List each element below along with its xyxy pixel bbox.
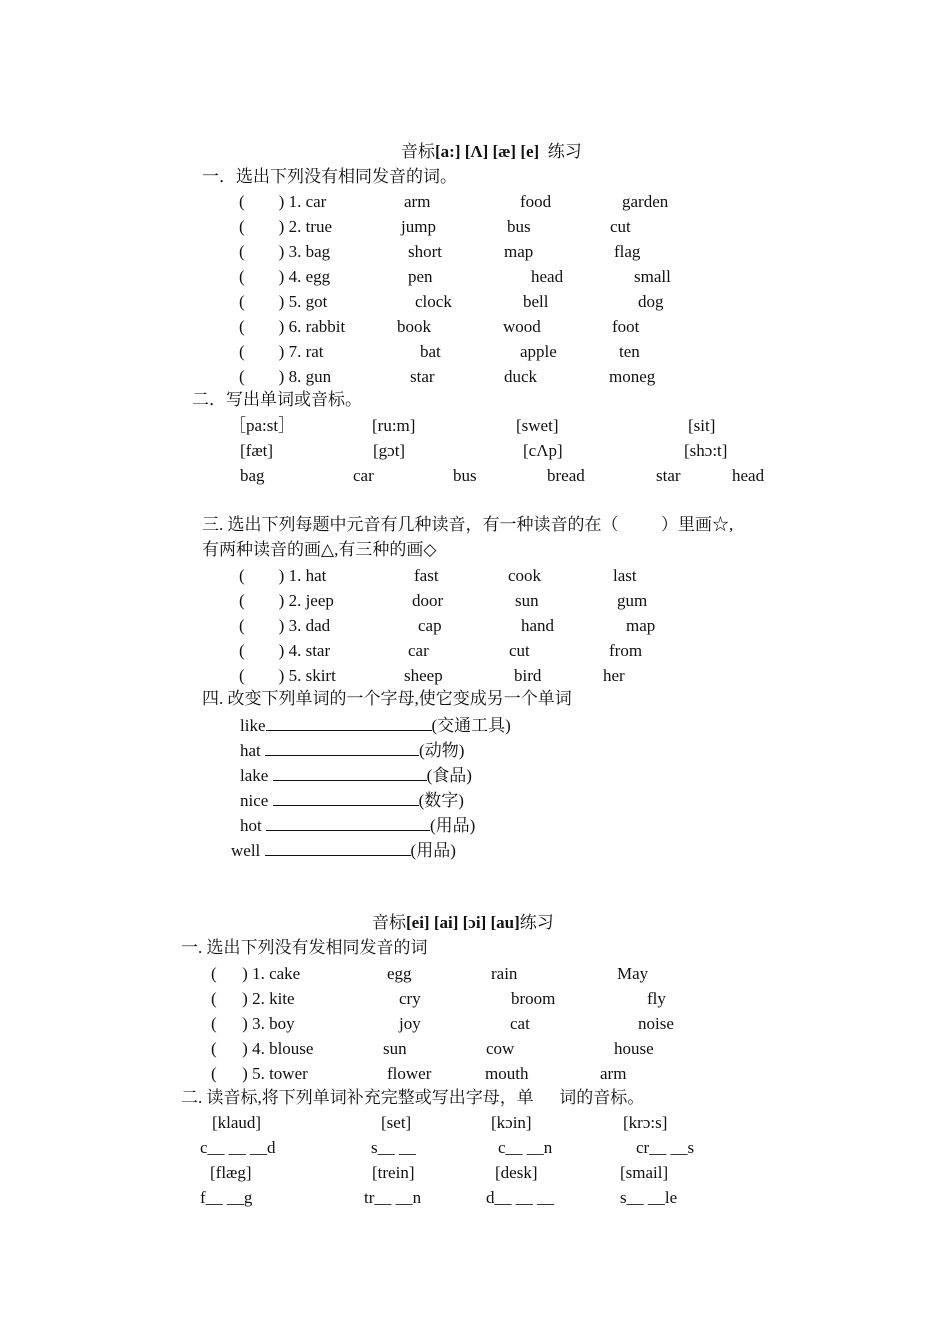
- s1-p3-item5-word: sheep: [404, 666, 443, 685]
- s2-p2-fill: s__ __: [371, 1138, 416, 1157]
- s2-p2-phonetic: [klaud]: [212, 1113, 262, 1132]
- s2-p1-item5-word: flower: [387, 1064, 432, 1083]
- s1-p3-item5-label: ( ) 5. skirt: [239, 666, 336, 685]
- answer-blank[interactable]: [266, 815, 430, 831]
- s1-p4-row: [240, 715, 511, 736]
- s1-p4-row: [231, 840, 456, 861]
- s1-p1-item4-word: small: [634, 267, 671, 286]
- p4-word: well: [231, 841, 265, 860]
- s1-p1-item7-word: bat: [420, 342, 441, 361]
- p4-hint: (用品): [429, 816, 476, 835]
- s2-p1-item2-word: broom: [511, 989, 556, 1008]
- s1-p1-item5-word: dog: [638, 292, 664, 311]
- s2-p2-phonetic: [kɔin]: [491, 1113, 532, 1132]
- s1-p2-phonetic: [shɔ:t]: [684, 441, 728, 460]
- s1-p2-phonetic: [ru:m]: [372, 416, 416, 435]
- s1-p1-item7-word: ten: [619, 342, 640, 361]
- s1-p1-item8-label: ( ) 8. gun: [239, 367, 332, 386]
- title-prefix: 音标: [372, 913, 406, 932]
- answer-blank[interactable]: [266, 715, 432, 731]
- s1-p1-item8-word: star: [410, 367, 435, 386]
- s1-p3-item2-word: door: [412, 591, 444, 610]
- title-suffix: 练习: [519, 913, 554, 932]
- s1-p4-row: [240, 815, 475, 836]
- s1-p3-item3-word: hand: [521, 616, 555, 635]
- s1-p1-item2-label: ( ) 2. true: [239, 217, 333, 236]
- s1-p2-word: bread: [547, 466, 585, 485]
- s1-p1-item4-word: pen: [408, 267, 433, 286]
- s1-p2-phonetic: [fæt]: [240, 441, 274, 460]
- s2-p2-phonetic: [krɔ:s]: [623, 1113, 668, 1132]
- s1-p3-item1-word: cook: [508, 566, 542, 585]
- s1-p1-item4-word: head: [531, 267, 564, 286]
- s1-p3-item4-label: ( ) 4. star: [239, 641, 331, 660]
- s1-p3-item1-word: fast: [414, 566, 439, 585]
- s1-p2-word: car: [353, 466, 374, 485]
- title-suffix: 练习: [539, 142, 582, 161]
- s2-p1-item4-word: house: [614, 1039, 654, 1058]
- s2-p1-item3-word: noise: [638, 1014, 674, 1033]
- s2-p1-item1-word: egg: [387, 964, 412, 983]
- s1-p3-item4-word: car: [408, 641, 429, 660]
- s1-part3-heading-line2: 有两种读音的画△,有三种的画◇: [202, 540, 437, 559]
- s1-part1-heading: 一．选出下列没有相同发音的词。: [202, 167, 457, 186]
- p4-hint: (用品): [410, 841, 456, 860]
- s1-part2-heading: 二．写出单词或音标。: [192, 390, 362, 409]
- title-prefix: 音标: [401, 142, 435, 161]
- p4-word: lake: [240, 766, 273, 785]
- s1-p3-item1-word: last: [613, 566, 637, 585]
- s2-p2-phonetic: [smail]: [620, 1163, 669, 1182]
- s2-p1-item4-word: cow: [486, 1039, 515, 1058]
- title-symbols: [ei] [ai] [ɔi] [au]: [406, 913, 520, 932]
- s1-p2-phonetic: [swet]: [516, 416, 559, 435]
- section2-title: [372, 913, 554, 933]
- p4-word: nice: [240, 791, 273, 810]
- s1-p1-item1-word: garden: [622, 192, 669, 211]
- s1-p1-item5-label: ( ) 5. got: [239, 292, 328, 311]
- s2-p2-fill: cr__ __s: [636, 1138, 695, 1157]
- s1-p1-item1-word: food: [520, 192, 552, 211]
- s2-p2-fill: f__ __g: [200, 1188, 253, 1207]
- s2-part2-heading: 二. 读音标,将下列单词补充完整或写出字母，单 词的音标。: [181, 1088, 645, 1107]
- s1-p3-item3-word: map: [626, 616, 656, 635]
- s2-p1-item4-word: sun: [383, 1039, 407, 1058]
- s2-p2-phonetic: [flæg]: [210, 1163, 252, 1182]
- s1-p3-item5-word: bird: [514, 666, 542, 685]
- s1-p1-item6-word: foot: [612, 317, 640, 336]
- s1-p1-item7-label: ( ) 7. rat: [239, 342, 324, 361]
- s1-p2-phonetic: [sit]: [688, 416, 716, 435]
- s1-p2-phonetic: [gɔt]: [373, 441, 406, 460]
- s2-p2-phonetic: [trein]: [372, 1163, 415, 1182]
- s1-p4-row: [240, 790, 464, 811]
- s1-p1-item5-word: bell: [523, 292, 549, 311]
- s2-p1-item1-label: ( ) 1. cake: [211, 964, 301, 983]
- s1-p1-item3-word: short: [408, 242, 442, 261]
- answer-blank[interactable]: [265, 740, 419, 756]
- s2-p1-item5-word: arm: [600, 1064, 627, 1083]
- s1-p2-word: bus: [453, 466, 477, 485]
- s1-p3-item3-label: ( ) 3. dad: [239, 616, 331, 635]
- s2-p1-item1-word: May: [617, 964, 649, 983]
- s1-p1-item3-label: ( ) 3. bag: [239, 242, 331, 261]
- s2-p2-fill: c__ __ __d: [200, 1138, 276, 1157]
- s1-p1-item6-word: wood: [503, 317, 541, 336]
- s1-p1-item4-label: ( ) 4. egg: [239, 267, 331, 286]
- s1-p4-row: [240, 740, 464, 761]
- p4-word: like: [240, 716, 266, 735]
- s1-p2-phonetic: ［pa:st］: [229, 416, 296, 435]
- s2-p1-item2-label: ( ) 2. kite: [211, 989, 295, 1008]
- s1-p3-item3-word: cap: [418, 616, 442, 635]
- s1-p3-item5-word: her: [603, 666, 625, 685]
- s2-p1-item2-word: cry: [399, 989, 421, 1008]
- title-symbols: [a:] [Λ] [æ] [e]: [435, 142, 540, 161]
- answer-blank[interactable]: [265, 840, 411, 856]
- s2-p1-item3-word: joy: [399, 1014, 421, 1033]
- s1-p1-item2-word: cut: [610, 217, 631, 236]
- s1-p2-word: bag: [240, 466, 265, 485]
- section1-title: [401, 142, 582, 162]
- s1-part4-heading: 四. 改变下列单词的一个字母,使它变成另一个单词: [202, 689, 572, 708]
- s2-part1-heading: 一. 选出下列没有发相同发音的词: [181, 938, 428, 957]
- s2-p1-item5-label: ( ) 5. tower: [211, 1064, 308, 1083]
- s1-p1-item6-label: ( ) 6. rabbit: [239, 317, 346, 336]
- s1-p3-item2-word: sun: [515, 591, 539, 610]
- s1-p3-item4-word: from: [609, 641, 643, 660]
- s1-p1-item8-word: duck: [504, 367, 538, 386]
- s2-p2-phonetic: [desk]: [495, 1163, 538, 1182]
- s2-p1-item3-word: cat: [510, 1014, 530, 1033]
- s2-p2-fill: s__ __le: [620, 1188, 678, 1207]
- s2-p1-item3-label: ( ) 3. boy: [211, 1014, 295, 1033]
- s2-p1-item5-word: mouth: [485, 1064, 529, 1083]
- s2-p2-fill: c__ __n: [498, 1138, 553, 1157]
- s1-p1-item7-word: apple: [520, 342, 557, 361]
- s1-p3-item2-label: ( ) 2. jeep: [239, 591, 334, 610]
- s2-p1-item2-word: fly: [647, 989, 666, 1008]
- s1-part3-heading-line1: 三. 选出下列每题中元音有几种读音，有一种读音的在（ ）里画☆,: [202, 515, 734, 534]
- answer-blank[interactable]: [273, 765, 427, 781]
- s1-p2-phonetic: [cΛp]: [523, 441, 563, 460]
- s2-p2-fill: tr__ __n: [364, 1188, 422, 1207]
- s1-p1-item8-word: moneg: [609, 367, 656, 386]
- s2-p2-fill: d__ __ __: [486, 1188, 554, 1207]
- p4-hint: (数字): [418, 791, 464, 810]
- s1-p1-item2-word: jump: [401, 217, 436, 236]
- s1-p1-item3-word: map: [504, 242, 534, 261]
- p4-hint: (食品): [426, 766, 472, 785]
- p4-word: hot: [240, 816, 266, 835]
- s1-p1-item1-label: ( ) 1. car: [239, 192, 327, 211]
- s1-p1-item6-word: book: [397, 317, 431, 336]
- answer-blank[interactable]: [273, 790, 419, 806]
- s1-p2-word: star: [656, 466, 681, 485]
- s2-p2-phonetic: [set]: [381, 1113, 412, 1132]
- s1-p1-item3-word: flag: [614, 242, 641, 261]
- p4-hint: (动物): [419, 741, 465, 760]
- s2-p1-item4-label: ( ) 4. blouse: [211, 1039, 314, 1058]
- s1-p3-item4-word: cut: [509, 641, 530, 660]
- s1-p3-item1-label: ( ) 1. hat: [239, 566, 327, 585]
- p4-hint: (交通工具): [431, 716, 511, 735]
- s1-p1-item1-word: arm: [404, 192, 431, 211]
- s1-p1-item2-word: bus: [507, 217, 531, 236]
- s1-p3-item2-word: gum: [617, 591, 648, 610]
- s1-p4-row: [240, 765, 472, 786]
- p4-word: hat: [240, 741, 266, 760]
- s1-p2-word: head: [732, 466, 765, 485]
- s1-p1-item5-word: clock: [415, 292, 452, 311]
- s2-p1-item1-word: rain: [491, 964, 518, 983]
